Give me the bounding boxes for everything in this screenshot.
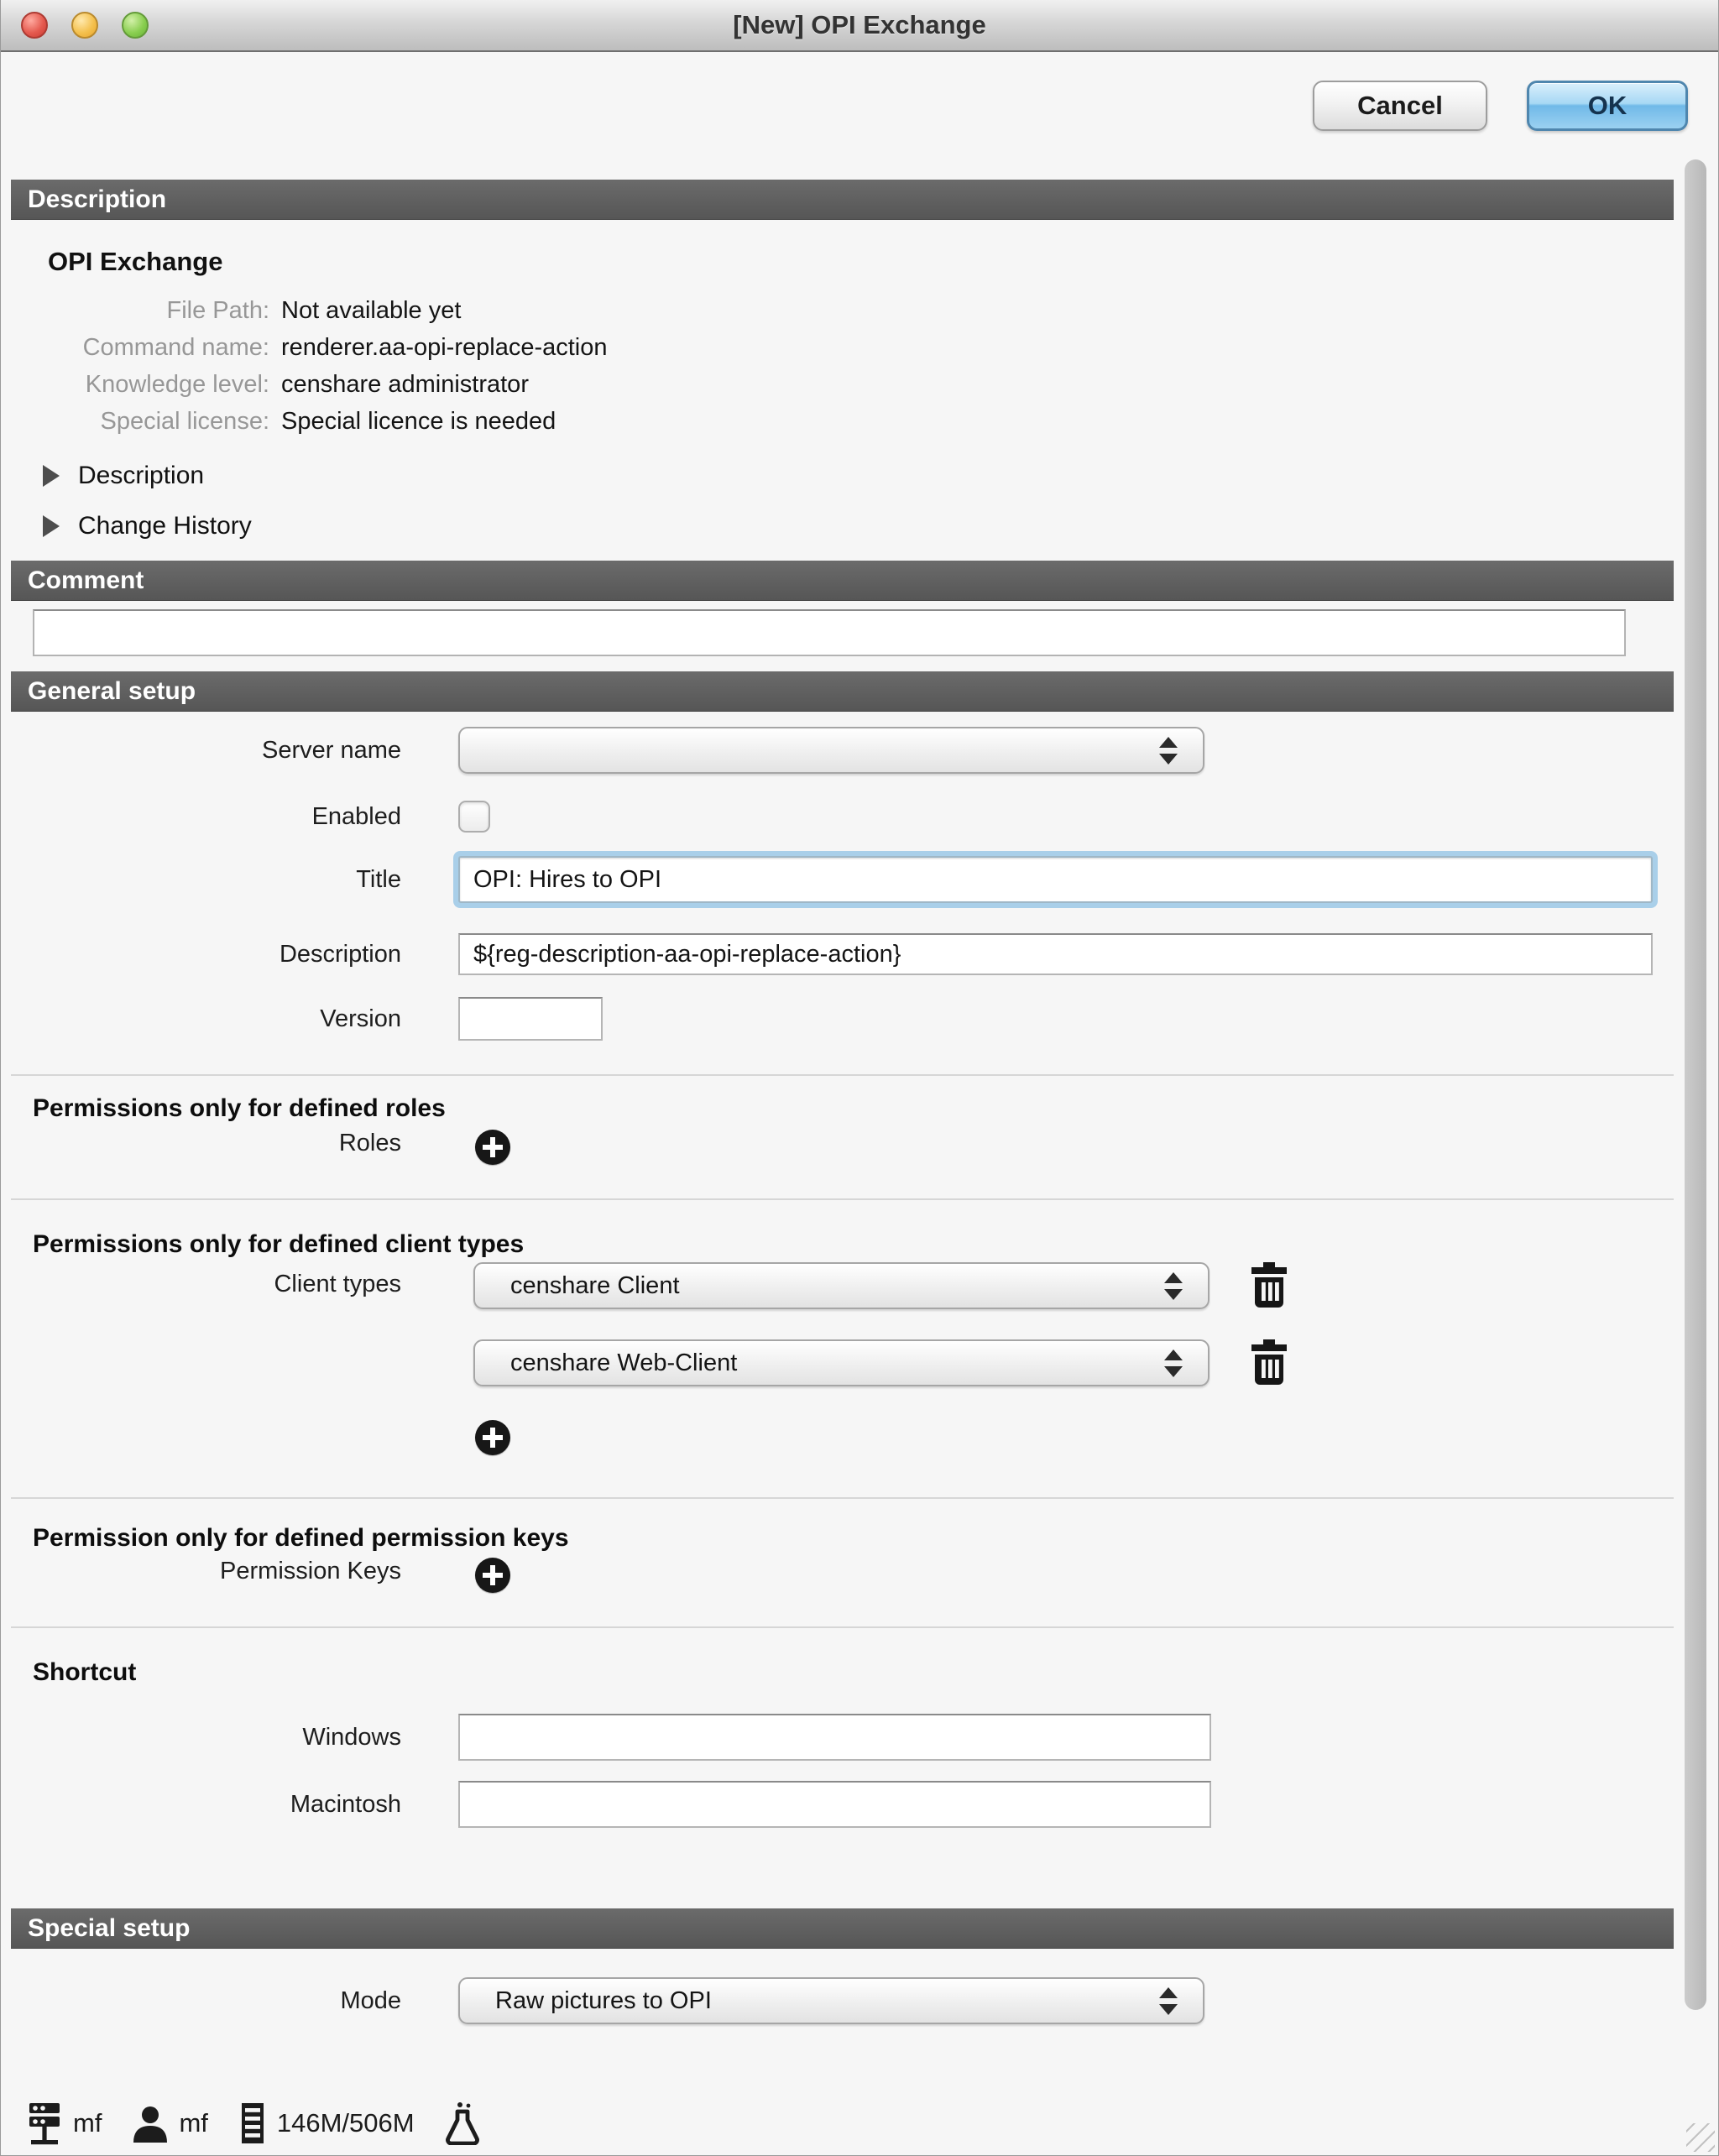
macintosh-shortcut-input[interactable] <box>458 1781 1211 1828</box>
description-value: ${reg-description-aa-opi-replace-action} <box>473 940 901 968</box>
client-types-label: Client types <box>274 1271 401 1297</box>
server-name-label: Server name <box>261 736 401 764</box>
description-row <box>11 933 1674 975</box>
enabled-row <box>11 801 1674 833</box>
server-name-select[interactable] <box>458 727 1204 774</box>
info-label: Knowledge level: <box>85 371 269 398</box>
shortcut-section-title: Shortcut <box>33 1658 137 1686</box>
windows-label: Windows <box>302 1723 401 1751</box>
info-value: renderer.aa-opi-replace-action <box>281 334 608 361</box>
divider <box>11 1497 1674 1499</box>
title-value: OPI: Hires to OPI <box>473 865 661 893</box>
window-title: [New] OPI Exchange <box>733 10 986 39</box>
info-row-special-license <box>11 403 1674 440</box>
shortcut-windows-row <box>11 1714 1674 1761</box>
info-label: Command name: <box>82 334 269 361</box>
divider <box>11 1074 1674 1076</box>
client-type-value: censhare Client <box>510 1271 680 1299</box>
disclosure-triangle-icon <box>43 465 60 487</box>
info-value: censhare administrator <box>281 371 529 398</box>
client-types-row-2 <box>11 1339 1674 1386</box>
add-client-type-button[interactable] <box>475 1420 510 1455</box>
client-types-add-row <box>11 1420 1674 1455</box>
section-header-comment: Comment <box>11 561 1674 601</box>
client-type-select-1[interactable] <box>473 1262 1210 1309</box>
enabled-checkbox[interactable] <box>458 801 490 833</box>
info-row-knowledge-level <box>11 366 1674 403</box>
version-label: Version <box>320 1005 401 1032</box>
vertical-scrollbar[interactable] <box>1685 159 1706 2010</box>
section-header-special-setup: Special setup <box>11 1908 1674 1949</box>
permission-keys-row <box>11 1558 1674 1593</box>
mode-value: Raw pictures to OPI <box>495 1986 712 2014</box>
version-row <box>11 997 1674 1041</box>
comment-input[interactable] <box>33 609 1626 656</box>
client-type-value: censhare Web-Client <box>510 1349 738 1376</box>
memory-icon <box>238 2101 267 2145</box>
stepper-arrows-icon <box>1164 1341 1183 1385</box>
mode-select[interactable] <box>458 1977 1204 2024</box>
flask-icon <box>445 2101 480 2145</box>
server-name-row <box>11 727 1674 774</box>
disclosure-description[interactable] <box>43 462 1674 490</box>
delete-client-type-icon[interactable] <box>1250 1262 1288 1308</box>
stepper-arrows-icon <box>1159 728 1178 772</box>
windows-shortcut-input[interactable] <box>458 1714 1211 1761</box>
user-icon <box>132 2104 169 2143</box>
client-types-row-1 <box>11 1262 1674 1309</box>
enabled-label: Enabled <box>311 802 401 830</box>
info-value: Not available yet <box>281 297 462 324</box>
command-title: OPI Exchange <box>48 247 223 276</box>
dialog-content <box>11 180 1674 2024</box>
user-name-text: mf <box>179 2108 208 2138</box>
mode-row <box>11 1977 1674 2024</box>
memory-usage-text: 146M/506M <box>276 2108 415 2138</box>
description-input[interactable] <box>458 933 1653 975</box>
info-row-command-name <box>11 329 1674 366</box>
info-label: Special license: <box>100 408 269 435</box>
disclosure-triangle-icon <box>43 515 60 537</box>
description-label: Description <box>279 940 401 968</box>
divider <box>11 1626 1674 1628</box>
section-header-description: Description <box>11 180 1674 220</box>
disclosure-label: Change History <box>78 512 252 540</box>
ok-button[interactable]: OK <box>1527 81 1688 131</box>
section-header-general-setup: General setup <box>11 671 1674 712</box>
server-icon <box>24 2101 63 2145</box>
info-value: Special licence is needed <box>281 408 556 435</box>
info-label: File Path: <box>166 297 269 324</box>
disclosure-change-history[interactable] <box>43 512 1674 540</box>
description-info-table <box>11 292 1674 440</box>
server-user-text: mf <box>73 2108 102 2138</box>
roles-row <box>11 1130 1674 1165</box>
delete-client-type-icon[interactable] <box>1250 1339 1288 1385</box>
titlebar <box>1 0 1718 52</box>
client-type-select-2[interactable] <box>473 1339 1210 1386</box>
roles-label: Roles <box>338 1130 401 1156</box>
roles-section-title: Permissions only for defined roles <box>33 1094 446 1122</box>
resize-grip[interactable] <box>1686 2123 1715 2152</box>
cancel-button[interactable]: Cancel <box>1313 81 1487 131</box>
mode-label: Mode <box>340 1986 401 2014</box>
client-types-section-title: Permissions only for defined client types <box>33 1230 525 1258</box>
macintosh-label: Macintosh <box>290 1790 401 1818</box>
permission-keys-section-title: Permission only for defined permission keys <box>33 1524 569 1552</box>
stepper-arrows-icon <box>1159 1979 1178 2023</box>
divider <box>11 1198 1674 1200</box>
add-permission-key-button[interactable] <box>475 1558 510 1593</box>
permission-keys-label: Permission Keys <box>220 1558 401 1584</box>
info-row-file-path <box>11 292 1674 329</box>
title-row <box>11 856 1674 903</box>
version-input[interactable] <box>458 997 603 1041</box>
disclosure-label: Description <box>78 462 205 489</box>
add-role-button[interactable] <box>475 1130 510 1165</box>
status-bar <box>24 2098 480 2148</box>
shortcut-macintosh-row <box>11 1781 1674 1828</box>
stepper-arrows-icon <box>1164 1264 1183 1308</box>
title-label: Title <box>356 865 401 893</box>
title-input[interactable] <box>458 856 1653 903</box>
